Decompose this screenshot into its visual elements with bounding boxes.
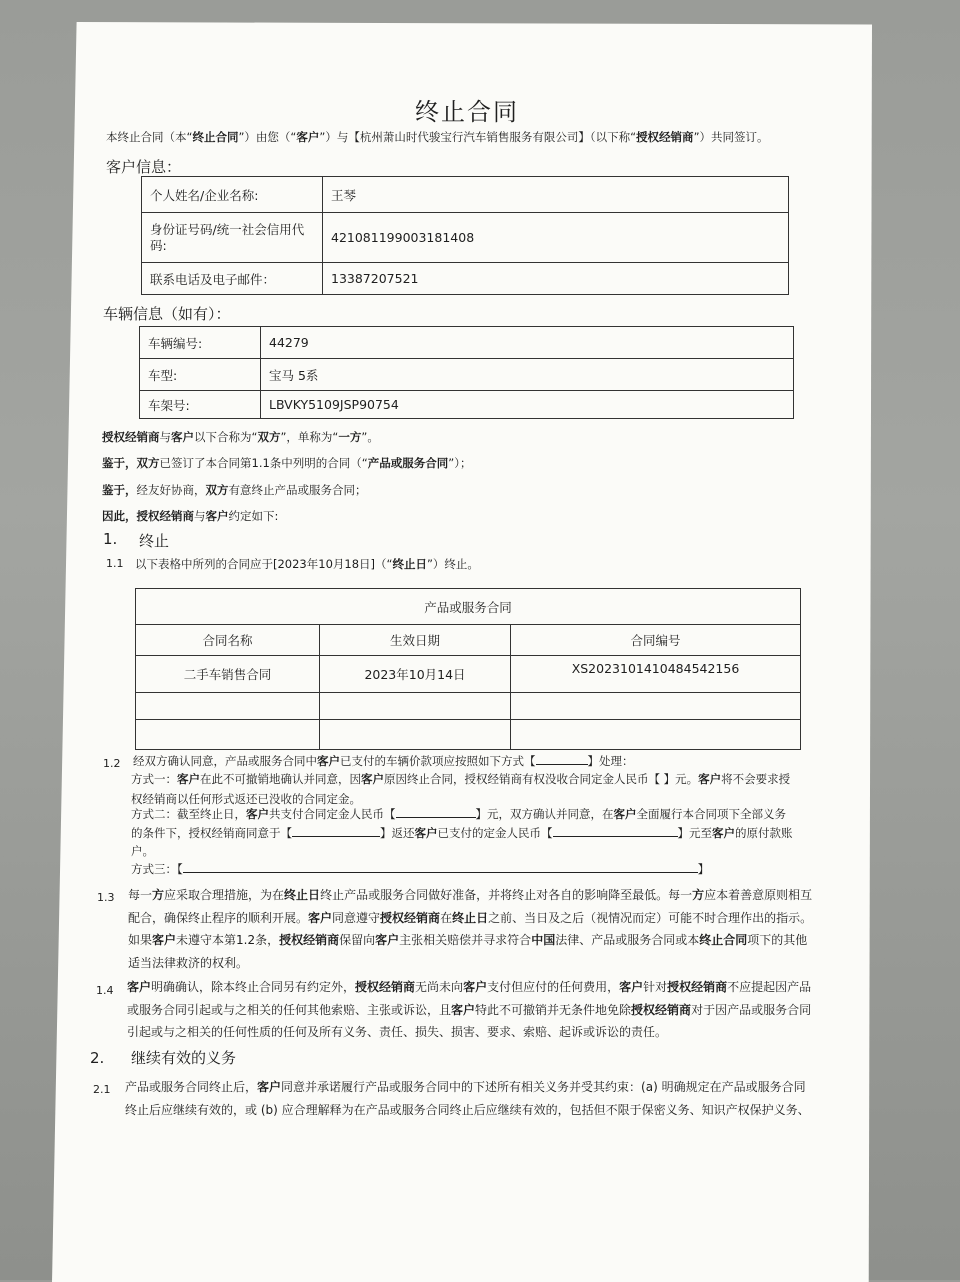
bold-term: 授权经销商 <box>667 980 728 994</box>
bold-term: 一方 <box>338 430 362 444</box>
text-span: 支付但应付的任何费用， <box>487 980 620 994</box>
bold-term: 客户 <box>205 509 229 523</box>
parties-definition <box>102 429 379 445</box>
contract-name-cell: 二手车销售合同 <box>136 656 320 693</box>
text-span: 无尚未向 <box>415 980 464 994</box>
text-span: 如果 <box>128 933 153 947</box>
clause-1-1-number: 1.1 <box>106 557 124 570</box>
text-span: 原因终止合同，授权经销商有权没收合同定金人民币【 】元。 <box>384 772 699 786</box>
blank-line <box>553 826 678 837</box>
text-span: 特此不可撤销并无条件地免除 <box>475 1002 632 1017</box>
text-span: 共支付合同定金人民币【 <box>269 807 396 821</box>
table-row <box>142 213 789 263</box>
bold-term: 客户 <box>698 772 722 786</box>
text-span: 终止产品或服务合同做好准备，并将终止对各自的影响降至最低。每一 <box>320 888 693 902</box>
intro-bold: 终止合同 <box>192 130 239 144</box>
blank-line <box>396 807 476 818</box>
bold-term: 终止日 <box>452 910 489 925</box>
column-header-date: 生效日期 <box>320 625 511 656</box>
bold-term: 双方 <box>257 430 281 444</box>
section-1-title: 终止 <box>139 532 170 550</box>
text-span: 同意并承诺履行产品或服务合同中的下述所有相关义务并受其约束：(a) 明确规定在产品或服务合同 <box>281 1080 806 1094</box>
empty-cell <box>136 720 320 750</box>
empty-cell <box>511 693 801 720</box>
text-span: 明确确认，除本终止合同另有约定外， <box>151 980 356 994</box>
vehicle-model-label: 车型: <box>140 359 261 391</box>
text-line <box>127 999 852 1022</box>
clause-1-4-text <box>127 976 852 1044</box>
text-span: 】元，双方确认并同意，在 <box>475 807 614 821</box>
bold-term: 客户 <box>451 1002 476 1017</box>
text-span: 法律、产品或服务合同或本 <box>555 933 700 947</box>
bold-term: 客户 <box>361 772 384 786</box>
customer-id-value: 421081199003181408 <box>323 213 789 263</box>
blank-line <box>292 826 380 837</box>
vehicle-vin-label: 车架号: <box>140 391 261 419</box>
intro-text: ”）与【杭州萧山时代骏宝行汽车销售服务有限公司】（以下称“ <box>319 130 637 144</box>
bold-term: 中国 <box>531 933 556 947</box>
intro-bold: 授权经销商 <box>636 130 694 144</box>
text-span: 未遵守本第1.2条， <box>176 933 280 947</box>
text-span: 的条件下，授权经销商同意于【 <box>131 826 292 840</box>
bold-term: 方 <box>692 888 705 902</box>
table-row <box>136 693 801 720</box>
text-span: 以下表格中所列的合同应于[2023年10月18日]（“ <box>135 557 393 571</box>
clause-1-2-method-3 <box>131 861 709 877</box>
whereas-clause-2 <box>102 482 367 498</box>
vehicle-info-heading: 车辆信息（如有）： <box>103 305 231 323</box>
bold-term: 终止日 <box>284 888 321 902</box>
bold-term: 客户 <box>317 754 340 768</box>
customer-info-heading: 客户信息： <box>106 158 182 176</box>
text-span: 项下的其他 <box>747 933 808 947</box>
text-line <box>127 976 852 999</box>
bold-term: 双方 <box>205 483 229 497</box>
bold-term: 客户 <box>177 772 200 786</box>
table-row <box>136 656 801 693</box>
bold-term: 客户 <box>414 826 438 840</box>
text-span: 方式一： <box>131 772 177 786</box>
customer-name-value: 王琴 <box>323 177 789 213</box>
text-span: ”）； <box>448 456 472 470</box>
text-span: 每一 <box>128 888 153 902</box>
intro-text: 本终止合同（本“ <box>106 130 193 144</box>
text-span: 主张相关赔偿并寻求符合 <box>399 933 532 947</box>
text-span: 有意终止产品或服务合同； <box>228 483 367 497</box>
clause-1-4-number: 1.4 <box>96 984 114 997</box>
bold-term: 客户 <box>171 430 194 444</box>
bold-term: 客户 <box>308 910 333 925</box>
customer-contact-label: 联系电话及电子邮件： <box>142 263 323 295</box>
column-header-number: 合同编号 <box>511 625 801 656</box>
column-header-name: 合同名称 <box>136 625 320 656</box>
text-span: 的原付款账 <box>735 826 793 840</box>
bold-term: 终止合同 <box>699 933 748 947</box>
text-span: 已支付的车辆价款项应按照如下方式【 <box>340 754 536 768</box>
whereas-clause-1 <box>102 455 471 471</box>
clause-2-1-number: 2.1 <box>93 1083 111 1096</box>
vehicle-number-label: 车辆编号: <box>140 327 261 359</box>
text-line: 终止后应继续有效的，或 (b) 应合理解释为在产品或服务合同终止后应继续有效的，包括但不限于保密义务、知识产权保护义务、 <box>125 1102 810 1117</box>
text-span: 不应提起因产品 <box>727 980 812 994</box>
contract-table-caption: 产品或服务合同 <box>136 589 801 625</box>
text-span: 之前、当日及之后（视情况而定）可能不时合理作出的指示。 <box>488 910 813 925</box>
customer-info-table <box>141 176 789 295</box>
bold-term: 终止日 <box>392 557 427 571</box>
table-row <box>136 720 801 750</box>
section-2-title: 继续有效的义务 <box>131 1049 237 1067</box>
table-row <box>136 625 801 656</box>
text-span: 将不会要求授 <box>721 772 791 786</box>
text-span: 】 <box>697 862 710 876</box>
bold-term: 产品或服务合同 <box>367 456 449 470</box>
blank-line <box>183 862 698 873</box>
bold-term: 客户 <box>712 826 735 840</box>
bold-term: 客户 <box>152 933 177 947</box>
customer-name-label: 个人姓名/企业名称: <box>142 177 323 213</box>
customer-id-label: 身份证号码/统一社会信用代码: <box>142 213 323 263</box>
text-line <box>128 929 848 952</box>
bold-term: 客户 <box>463 980 488 994</box>
text-span: 】返还 <box>380 826 415 840</box>
text-span: 应本着善意原则相互 <box>704 888 813 902</box>
clause-1-2-method-2-end: 户。 <box>131 844 154 858</box>
text-line <box>125 1076 855 1099</box>
section-1-number: 1. <box>103 530 118 548</box>
clause-1-3-text <box>128 884 848 974</box>
text-span: 与 <box>194 509 206 523</box>
text-span: 全面履行本合同项下全部义务 <box>636 807 786 821</box>
empty-cell <box>511 720 801 750</box>
bold-term: 客户 <box>127 980 152 994</box>
clause-1-2-method-1-cont: 权经销商以任何形式返还已没收的合同定金。 <box>131 792 361 806</box>
bold-term: 客户 <box>246 807 269 821</box>
bold-term: 客户 <box>257 1080 282 1094</box>
bold-term: 因此，授权经销商 <box>102 509 194 523</box>
text-span: 产品或服务合同终止后， <box>125 1080 258 1094</box>
bold-term: 授权经销商 <box>102 430 160 444</box>
table-row <box>136 589 801 625</box>
bold-term: 授权经销商 <box>380 910 441 925</box>
text-span: 配合，确保终止程序的顺利开展。 <box>128 910 309 925</box>
text-span: ”）终止。 <box>426 557 479 571</box>
text-line <box>128 907 848 930</box>
contract-date-cell: 2023年10月14日 <box>320 656 511 693</box>
text-span: ”。 <box>361 430 379 444</box>
table-row <box>140 359 794 391</box>
text-span: 经友好协商， <box>136 483 206 497</box>
text-span: 保留向 <box>339 933 376 947</box>
table-row <box>142 177 789 213</box>
empty-cell <box>320 693 511 720</box>
intro-paragraph <box>106 129 769 145</box>
text-span: 】元至 <box>677 826 712 840</box>
bold-term: 方 <box>152 888 165 902</box>
contract-table <box>135 588 801 750</box>
text-span: 已签订了本合同第1.1条中列明的合同（“ <box>159 456 368 470</box>
text-span: 应采取合理措施，为在 <box>164 888 285 902</box>
table-row <box>140 327 794 359</box>
clause-2-1-text <box>125 1076 855 1121</box>
text-span: 或服务合同引起或与之相关的任何其他索赔、主张或诉讼，且 <box>127 1002 452 1017</box>
blank-line <box>536 754 588 765</box>
clause-1-2-number: 1.2 <box>103 757 121 770</box>
text-line: 引起或与之相关的任何性质的任何及所有义务、责任、损失、损害、要求、索赔、起诉或诉讼的责任。 <box>127 1025 668 1039</box>
section-2-number: 2. <box>90 1049 105 1067</box>
intro-text: ”）共同签订。 <box>693 130 769 144</box>
text-span: 】处理： <box>587 754 634 768</box>
text-span: 方式三：【 <box>131 862 183 876</box>
vehicle-info-table <box>139 326 794 419</box>
therefore-clause <box>102 508 278 524</box>
text-span: ”，单称为“ <box>280 430 339 444</box>
text-span: 经双方确认同意，产品或服务合同中 <box>133 754 317 768</box>
text-span: 方式二：截至终止日， <box>131 807 246 821</box>
text-span: 对于因产品或服务合同 <box>691 1002 812 1017</box>
contract-number-cell: XS2023101410484542156 <box>511 656 801 693</box>
bold-term: 客户 <box>375 933 400 947</box>
text-line <box>128 884 848 907</box>
clause-1-2-method-1 <box>131 771 790 787</box>
intro-bold: 客户 <box>296 130 320 144</box>
clause-1-1-text <box>135 556 479 572</box>
text-span: 在 <box>440 910 453 925</box>
bold-term: 双方 <box>136 456 160 470</box>
table-row <box>142 263 789 295</box>
text-span: 与 <box>159 430 171 444</box>
empty-cell <box>136 693 320 720</box>
clause-1-2-line-1 <box>133 753 634 769</box>
text-span: 针对 <box>643 980 668 994</box>
text-span: 以下合称为“ <box>194 430 258 444</box>
vehicle-vin-value: LBVKY5109JSP90754 <box>261 391 794 419</box>
bold-term: 授权经销商 <box>631 1002 692 1017</box>
intro-text: ”）由您（“ <box>238 130 297 144</box>
bold-term: 鉴于， <box>102 483 137 497</box>
clause-1-2-method-2-cont <box>131 825 793 841</box>
text-span: 同意遵守 <box>332 910 381 925</box>
bold-term: 授权经销商 <box>279 933 340 947</box>
bold-term: 客户 <box>619 980 644 994</box>
bold-term: 授权经销商 <box>355 980 416 994</box>
empty-cell <box>320 720 511 750</box>
document-title: 终止合同 <box>415 98 519 126</box>
table-row <box>140 391 794 419</box>
clause-1-3-number: 1.3 <box>97 891 115 904</box>
customer-contact-value: 13387207521 <box>323 263 789 295</box>
text-line: 适当法律救济的权利。 <box>128 955 249 970</box>
text-span: 在此不可撤销地确认并同意，因 <box>200 772 361 786</box>
text-span: 已支付的定金人民币【 <box>437 826 553 840</box>
clause-1-2-method-2 <box>131 806 786 822</box>
text-span: 约定如下: <box>228 509 279 523</box>
bold-term: 客户 <box>613 807 637 821</box>
vehicle-model-value: 宝马 5系 <box>261 359 794 391</box>
vehicle-number-value: 44279 <box>261 327 794 359</box>
bold-term: 鉴于， <box>102 456 137 470</box>
